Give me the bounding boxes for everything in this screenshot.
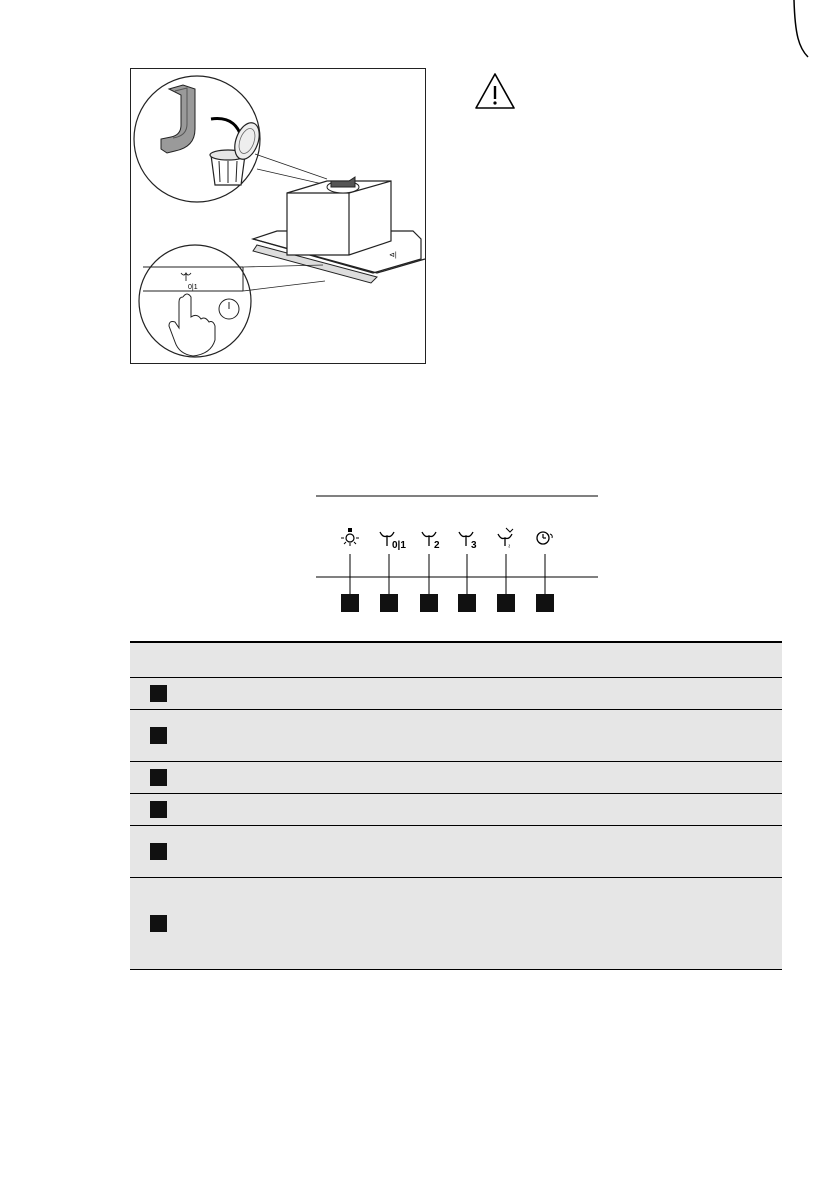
row-number-cell bbox=[130, 677, 174, 709]
fan-speed-3-label: 3 bbox=[471, 540, 477, 551]
table-header-row bbox=[130, 642, 782, 677]
timer-icon[interactable] bbox=[537, 532, 552, 544]
number-square-6 bbox=[150, 915, 167, 932]
fan-speed-mini-label: 0|1 bbox=[188, 284, 198, 291]
row-description bbox=[174, 761, 782, 793]
number-square-2 bbox=[150, 727, 167, 744]
row-number-cell bbox=[130, 825, 174, 877]
row-description bbox=[174, 877, 782, 969]
fan-speed-1-icon[interactable] bbox=[380, 532, 406, 551]
table-row bbox=[130, 709, 782, 761]
panel-mini-symbol: ⊲| bbox=[389, 252, 397, 259]
row-number-cell bbox=[130, 709, 174, 761]
number-square-4 bbox=[458, 594, 476, 612]
number-square-5 bbox=[150, 843, 167, 860]
page-edge-curve bbox=[793, 0, 809, 58]
number-square-1 bbox=[150, 685, 167, 702]
control-panel-diagram bbox=[316, 494, 598, 616]
table-header-description bbox=[174, 642, 782, 677]
light-bulb-icon[interactable] bbox=[341, 528, 359, 546]
callout-3 bbox=[420, 554, 438, 612]
cooker-hood-unit bbox=[253, 177, 425, 283]
number-square-6 bbox=[536, 594, 554, 612]
callout-5 bbox=[497, 554, 515, 612]
hood-drawing bbox=[131, 69, 427, 365]
number-square-1 bbox=[341, 594, 359, 612]
number-square-4 bbox=[150, 801, 167, 818]
fan-speed-2-icon[interactable] bbox=[422, 532, 440, 551]
table-row bbox=[130, 677, 782, 709]
callout-4 bbox=[458, 554, 476, 612]
table-row bbox=[130, 877, 782, 969]
table-row bbox=[130, 793, 782, 825]
number-square-5 bbox=[497, 594, 515, 612]
warning-icon bbox=[474, 72, 516, 110]
callout-6 bbox=[536, 554, 554, 612]
callout-2 bbox=[380, 554, 398, 612]
table-header-number bbox=[130, 642, 174, 677]
svg-text:≀: ≀ bbox=[508, 544, 511, 550]
number-square-3 bbox=[420, 594, 438, 612]
fan-speed-3-icon[interactable] bbox=[459, 532, 477, 551]
table-row bbox=[130, 761, 782, 793]
filter-replacement-illustration bbox=[130, 68, 426, 364]
row-description bbox=[174, 709, 782, 761]
row-number-cell bbox=[130, 761, 174, 793]
row-description bbox=[174, 825, 782, 877]
row-number-cell bbox=[130, 877, 174, 969]
fan-speed-2-label: 2 bbox=[434, 540, 440, 551]
table-row bbox=[130, 825, 782, 877]
number-square-3 bbox=[150, 769, 167, 786]
number-square-2 bbox=[380, 594, 398, 612]
fan-speed-1-label: 0|1 bbox=[392, 540, 406, 551]
control-panel-key-table bbox=[130, 641, 782, 970]
fan-boost-icon[interactable] bbox=[498, 528, 513, 550]
row-description bbox=[174, 793, 782, 825]
row-description bbox=[174, 677, 782, 709]
callout-1 bbox=[341, 554, 359, 612]
row-number-cell bbox=[130, 793, 174, 825]
